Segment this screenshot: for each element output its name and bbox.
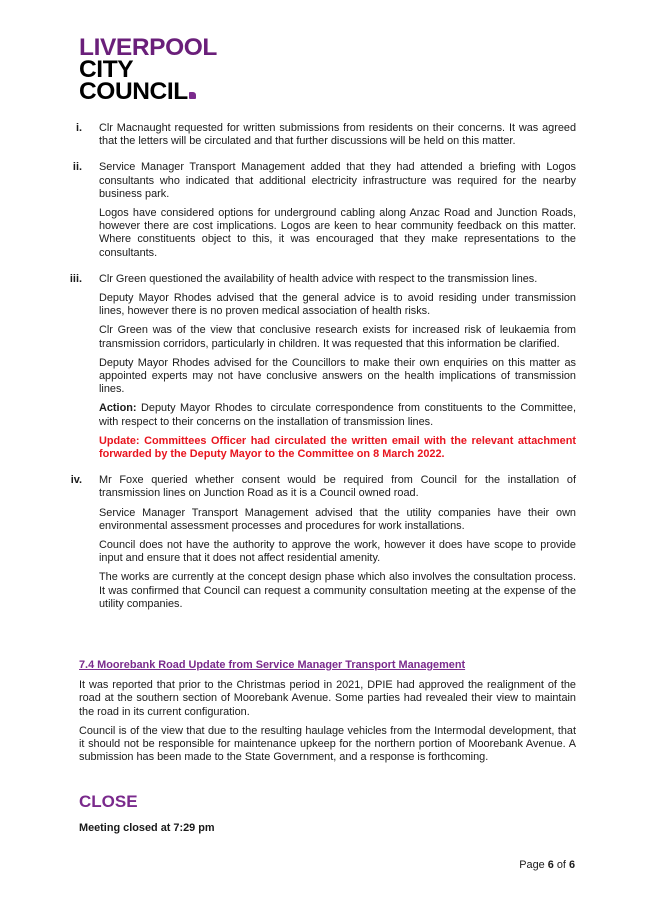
minutes-item-i: [56, 122, 576, 148]
action-paragraph: [99, 402, 576, 428]
item-number: ii.: [72, 161, 82, 174]
section-heading: 7.4 Moorebank Road Update from Service Manager Transport Management: [79, 659, 466, 671]
item-paragraph: Deputy Mayor Rhodes advised that the general advice is to avoid residing under transmission lines, however there is no proven medical association of health risks.: [99, 292, 576, 318]
item-paragraph: Deputy Mayor Rhodes advised for the Councillors to make their own enquiries on this matter as appointed experts may not have conclusive answers on the health implications of transmission lines.: [99, 356, 576, 396]
of-word: of: [556, 859, 566, 871]
item-paragraph: Clr Macnaught requested for written submissions from residents on their concerns. It was agreed that the letters will be circulated and that further discussions will be held on this matter.: [99, 122, 576, 148]
minutes-items: [56, 122, 576, 624]
page-number: [519, 859, 575, 871]
logo-line-3-text: COUNCIL: [79, 78, 188, 105]
page-word: Page: [519, 859, 545, 871]
item-number: iii.: [69, 272, 82, 285]
minutes-item-ii: [56, 161, 576, 259]
logo-line-1: LIVERPOOL: [79, 34, 217, 61]
item-paragraph: Service Manager Transport Management advised that the utility companies have their own environmental assessment processes and procedures for work installations.: [99, 506, 576, 532]
logo-dot-icon: [189, 92, 196, 99]
close-heading: CLOSE: [79, 792, 138, 811]
item-paragraph: Service Manager Transport Management added that they had attended a briefing with Logos consultants who indicated that additional electricity infrastructure was required for the nearby business park.: [99, 161, 576, 200]
section-paragraph: Council is of the view that due to the resulting haulage vehicles from the Intermodal development, that it should not be responsible for maintenance upkeep for the northern portion of Moorebank Avenue. A submission has been made to the State Government, and a response is forthcoming.: [79, 724, 576, 764]
council-logo: [79, 34, 217, 105]
item-paragraph: Council does not have the authority to approve the work, however it does have scope to provide input and ensure that it does not affect residential amenity.: [99, 539, 576, 565]
action-text: Deputy Mayor Rhodes to circulate correspondence from constituents to the Committee, with respect to their concerns on the installation of transmission lines.: [99, 402, 576, 428]
item-paragraph: Clr Green was of the view that conclusive research exists for increased risk of leukaemia from transmission corridors, particularly in children. It was requested that this information be clarified.: [99, 324, 576, 350]
logo-line-2: CITY: [79, 56, 134, 83]
section-paragraph: It was reported that prior to the Christmas period in 2021, DPIE had approved the realignment of the road at the southern section of Moorebank Avenue. Some parties had revealed their view to maintain the road in its current configuration.: [79, 679, 576, 718]
update-note: Update: Committees Officer had circulated the written email with the relevant attachment forwarded by the Deputy Mayor to the Committee on 8 March 2022.: [99, 434, 576, 461]
minutes-item-iii: [56, 273, 576, 461]
item-paragraph: Mr Foxe queried whether consent would be required from Council for the installation of transmission lines on Junction Road as it is a Council owned road.: [99, 474, 576, 500]
total-pages: 6: [568, 859, 575, 871]
logo-line-3: [79, 78, 217, 105]
item-number: i.: [75, 122, 82, 134]
item-number: iv.: [70, 474, 82, 487]
current-page: 6: [547, 859, 554, 871]
item-paragraph: Clr Green questioned the availability of health advice with respect to the transmission lines.: [99, 272, 538, 285]
action-label: Action:: [99, 402, 137, 415]
item-paragraph: Logos have considered options for underground cabling along Anzac Road and Junction Roads, however there are cost implications. Logos are keen to hear community feedback on this matter. Where constituents object to this, it was encouraged that they make representations to the consultants.: [99, 207, 576, 259]
section-7-4: [79, 659, 576, 770]
item-paragraph: The works are currently at the concept design phase which also involves the consultation process. It was confirmed that Council can request a community consultation meeting at the expense of the utility companies.: [99, 571, 576, 610]
meeting-closed-text: Meeting closed at 7:29 pm: [79, 822, 215, 834]
minutes-item-iv: [56, 474, 576, 611]
